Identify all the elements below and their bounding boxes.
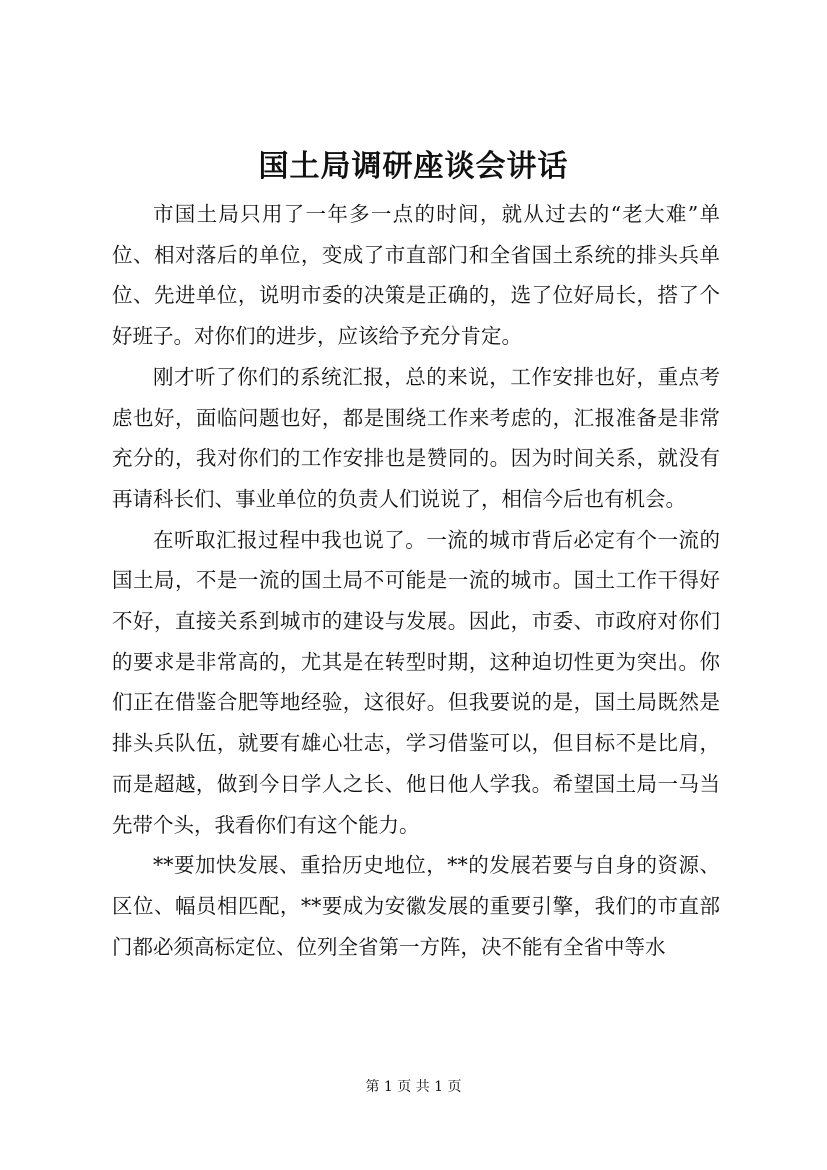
paragraph-1: 市国土局只用了一年多一点的时间，就从过去的“老大难”单位、相对落后的单位，变成了市直部门和全省国土系统的排头兵单位、先进单位，说明市委的决策是正确的，选了位好局长，搭了个好班子。对你们的进步，应该给予充分肯定。 bbox=[112, 202, 720, 349]
document-body bbox=[112, 194, 720, 967]
paragraph-2: 刚才听了你们的系统汇报，总的来说，工作安排也好，重点考虑也好，面临问题也好，都是围绕工作来考虑的，汇报准备是非常充分的，我对你们的工作安排也是赞同的。因为时间关系，就没有再请科长们、事业单位的负责人们说说了，相信今后也有机会。 bbox=[112, 364, 720, 511]
paragraph-4: **要加快发展、重拾历史地位，**的发展若要与自身的资源、区位、幅员相匹配，**要成为安徽发展的重要引擎，我们的市直部门都必须高标定位、位列全省第一方阵，决不能有全省中等水 bbox=[112, 853, 720, 959]
paragraph-3: 在听取汇报过程中我也说了。一流的城市背后必定有个一流的国土局，不是一流的国土局不可能是一流的城市。国土工作干得好不好，直接关系到城市的建设与发展。因此，市委、市政府对你们的要求是非常高的，尤其是在转型时期，这种迫切性更为突出。你们正在借鉴合肥等地经验，这很好。但我要说的是，国土局既然是排头兵队伍，就要有雄心壮志，学习借鉴可以，但目标不是比肩，而是超越，做到今日学人之长、他日他人学我。希望国土局一马当先带个头，我看你们有这个能力。 bbox=[112, 527, 720, 837]
document-title: 国土局调研座谈会讲话 bbox=[258, 149, 569, 184]
page-footer: 第 1 页 共 1 页 bbox=[365, 1079, 462, 1095]
